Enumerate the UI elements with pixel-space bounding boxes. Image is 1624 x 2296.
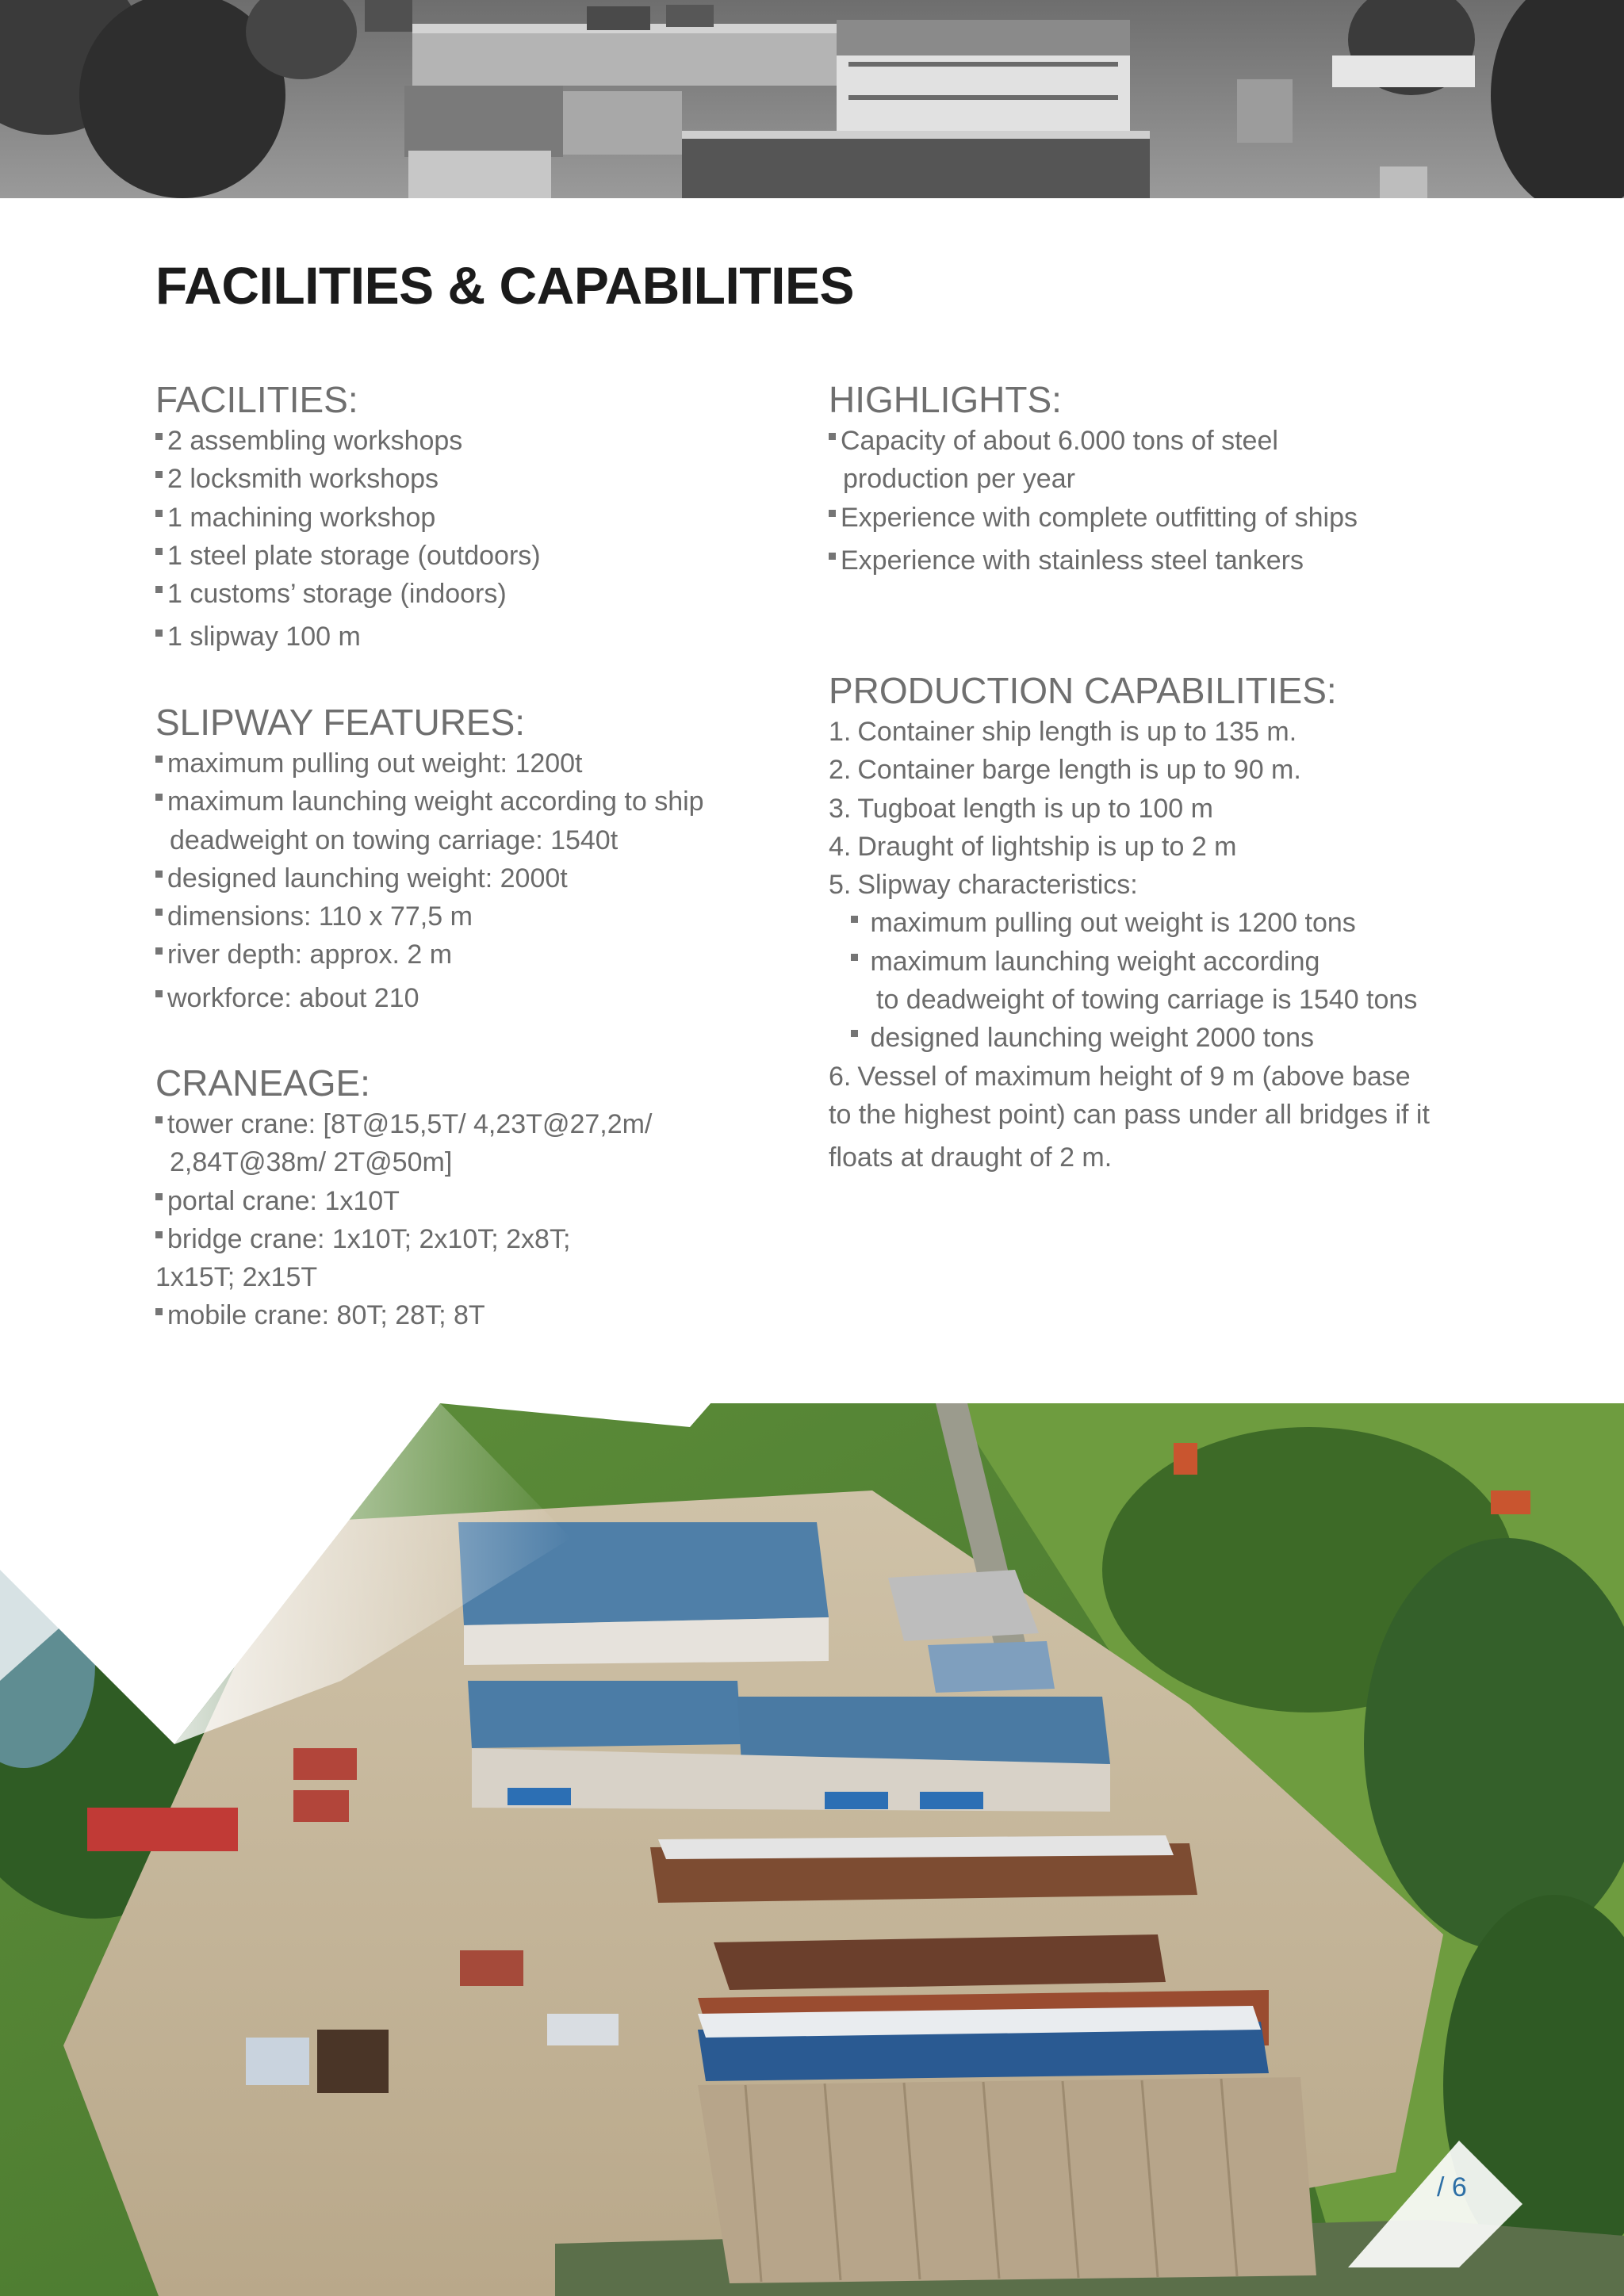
bullet-icon (155, 510, 163, 517)
page-number: / 6 (1437, 2172, 1467, 2202)
bullet-icon (155, 1116, 163, 1123)
list-item: tower crane: [8T@15,5T/ 4,23T@27,2m/ (155, 1105, 652, 1143)
craneage-list (155, 1105, 652, 1335)
sub-list-item: maximum pulling out weight is 1200 tons (829, 904, 1430, 942)
numbered-item: 6. Vessel of maximum height of 9 m (above base (829, 1061, 1411, 1092)
list-item: 1 slipway 100 m (155, 618, 541, 656)
bullet-icon (829, 553, 836, 560)
page-title: FACILITIES & CAPABILITIES (155, 256, 854, 315)
bullet-icon (155, 1308, 163, 1315)
list-item: 2 assembling workshops (155, 422, 541, 460)
bullet-icon (155, 1231, 163, 1238)
bullet-icon (829, 433, 836, 440)
bullet-icon (155, 629, 163, 637)
bullet-icon (155, 794, 163, 801)
list-item: designed launching weight: 2000t (155, 859, 704, 897)
top-aerial-photo (0, 0, 1624, 198)
list-item-continued: 1x15T; 2x15T (155, 1262, 318, 1293)
bullet-icon (851, 954, 858, 961)
highlights-section (829, 377, 1358, 580)
list-item: Capacity of about 6.000 tons of steel (829, 422, 1358, 460)
bullet-icon (829, 510, 836, 517)
facilities-heading: FACILITIES: (155, 379, 358, 420)
highlights-heading: HIGHLIGHTS: (829, 379, 1062, 420)
list-item: 1 steel plate storage (outdoors) (155, 537, 541, 575)
production-section (829, 668, 1430, 1177)
list-item: portal crane: 1x10T (155, 1182, 652, 1220)
bullet-icon (155, 756, 163, 763)
bullet-icon (851, 1030, 858, 1037)
list-item: dimensions: 110 x 77,5 m (155, 897, 704, 936)
sub-list-item: designed launching weight 2000 tons (829, 1019, 1430, 1057)
bullet-icon (155, 586, 163, 593)
numbered-item: 1. Container ship length is up to 135 m. (829, 717, 1297, 747)
list-item: Experience with complete outfitting of ships (829, 499, 1358, 537)
list-item-continued: production per year (843, 464, 1075, 495)
sub-list-item: maximum launching weight according (829, 943, 1430, 981)
list-item: maximum pulling out weight: 1200t (155, 744, 704, 783)
facilities-list (155, 422, 541, 656)
production-heading: PRODUCTION CAPABILITIES: (829, 670, 1337, 711)
slipway-heading: SLIPWAY FEATURES: (155, 702, 526, 743)
facilities-section (155, 377, 541, 656)
slipway-section (155, 700, 704, 1017)
production-list (829, 713, 1430, 1177)
bullet-icon (155, 548, 163, 555)
bullet-icon (155, 1193, 163, 1200)
bullet-icon (155, 990, 163, 997)
list-item-continued: deadweight on towing carriage: 1540t (170, 825, 619, 855)
craneage-section (155, 1061, 652, 1335)
bullet-icon (851, 916, 858, 923)
shipyard-aerial-photo (0, 1332, 1624, 2296)
numbered-item: 4. Draught of lightship is up to 2 m (829, 831, 1237, 862)
list-item: maximum launching weight according to ship (155, 783, 704, 821)
list-item: workforce: about 210 (155, 979, 704, 1017)
craneage-heading: CRANEAGE: (155, 1062, 370, 1104)
numbered-item: 5. Slipway characteristics: (829, 870, 1138, 901)
list-item: 1 customs’ storage (indoors) (155, 575, 541, 613)
bullet-icon (155, 871, 163, 878)
list-item: mobile crane: 80T; 28T; 8T (155, 1296, 652, 1334)
slipway-list (155, 744, 704, 1017)
bullet-icon (155, 909, 163, 916)
bullet-icon (155, 433, 163, 440)
sub-list-item-continued: to deadweight of towing carriage is 1540 tons (876, 985, 1418, 1016)
numbered-item-continued: to the highest point) can pass under all bridges if it (829, 1099, 1430, 1130)
numbered-item: 2. Container barge length is up to 90 m. (829, 755, 1301, 786)
list-item: bridge crane: 1x10T; 2x10T; 2x8T; (155, 1220, 652, 1258)
bullet-icon (155, 947, 163, 955)
numbered-item-continued: floats at draught of 2 m. (829, 1142, 1113, 1173)
bullet-icon (155, 471, 163, 478)
list-item: 2 locksmith workshops (155, 460, 541, 498)
list-item: Experience with stainless steel tankers (829, 541, 1358, 580)
list-item-continued: 2,84T@38m/ 2T@50m] (170, 1147, 453, 1178)
list-item: 1 machining workshop (155, 499, 541, 537)
highlights-list (829, 422, 1358, 580)
list-item: river depth: approx. 2 m (155, 936, 704, 974)
numbered-item: 3. Tugboat length is up to 100 m (829, 793, 1213, 824)
